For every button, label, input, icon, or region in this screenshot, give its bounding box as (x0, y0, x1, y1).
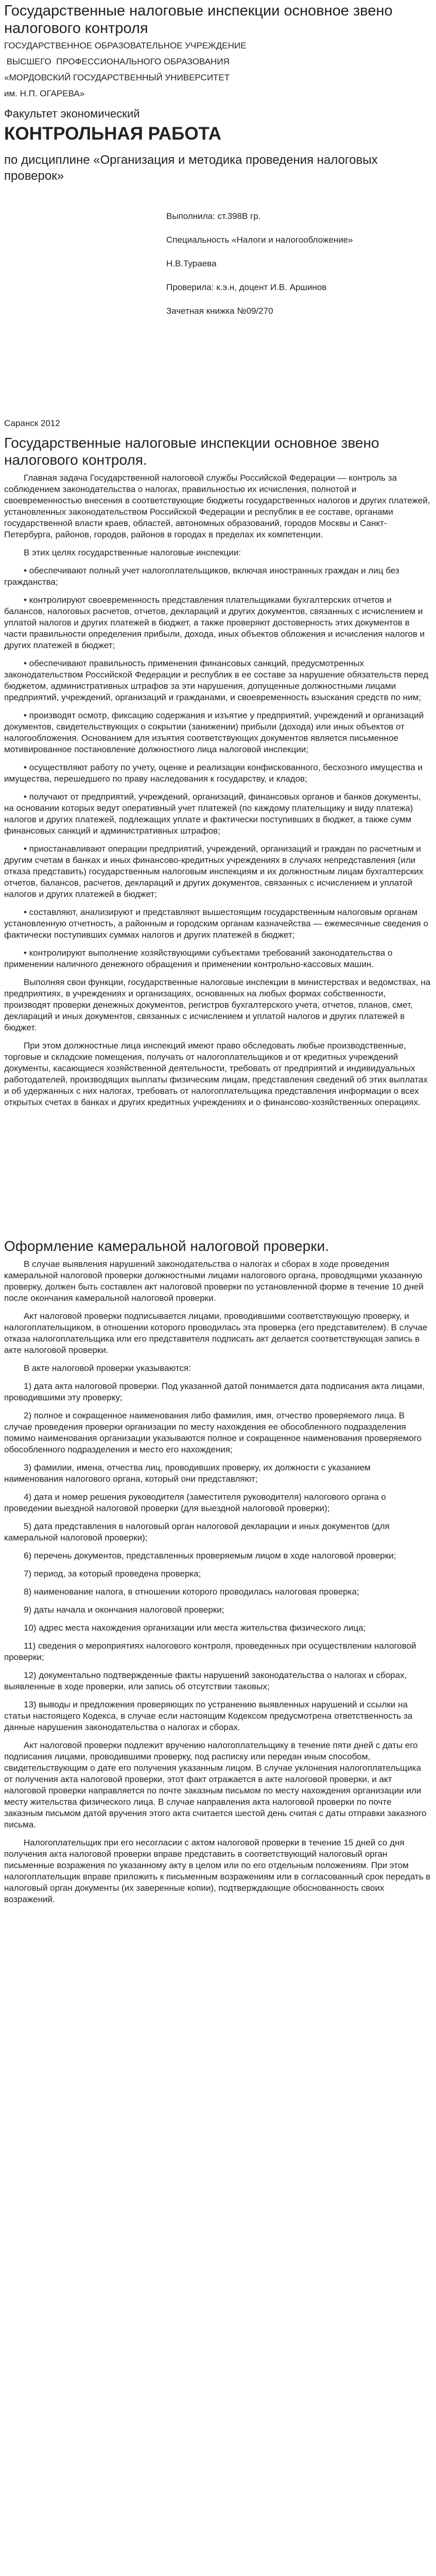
paragraph: В этих целях государственные налоговые инспекции: (24, 548, 241, 557)
paragraph: Акт налоговой проверки подписывается лицами, проводившими соответствующую проверку, и налогоплательщиком, в отношении которого проводилась эта проверка (его представителем). В случае отказа налогоплательщика или его представителя подписать акт делается соответствующая запись в акте налоговой проверки. (4, 1311, 428, 1355)
paragraph: Налогоплательщик при его несогласии с актом налоговой проверки в течение 15 дней со дня получения акта налоговой проверки вправе представить в соответствующий налоговый орган письменные возражения по указанному акту в целом или по его отдельным положениям. При этом налогоплательщик вправе приложить к письменным возражениям или в согласованный срок передать в налоговый орган документы (их заверенные копии), подтверждающие обоснованность своих возражений. (4, 1838, 431, 1904)
city-year: Саранск 2012 (4, 418, 60, 428)
list-item: 13) выводы и предложения проверяющих по устранению выявленных нарушений и ссылки на статьи настоящего Кодекса, в случае если настоящим Кодексом предусмотрена ответственность за данные нарушения законодательства о налогах и сборах. (4, 1700, 413, 1732)
list-item: 4) дата и номер решения руководителя (заместителя руководителя) налогового органа о проведении выездной налоговой проверки (для выездной налоговой проверки); (4, 1492, 386, 1513)
section-heading: Оформление камеральной налоговой проверки. (4, 1238, 329, 1254)
list-item: 7) период, за который проведена проверка; (24, 1569, 201, 1579)
paragraph: Выполняя свои функции, государственные налоговые инспекции в министерствах и ведомствах, на предприятиях, в учреждениях и организациях, основанных на любых формах собственности, производят проверки денежных документов, регистров бухгалтерского учета, отчетов, планов, смет, деклараций и иных документов, связанных с исчислением и уплатой налогов и других платежей в бюджет. (4, 977, 431, 1032)
paragraph: В случае выявления нарушений законодательства о налогах и сборах в ходе проведения камеральной налоговой проверки должностными лицами налогового органа, проводящими указанную проверку, должен быть составлен акт налоговой проверки по установленной форме в течение 10 дней после окончания камеральной налоговой проверки. (4, 1259, 424, 1303)
paragraph: Акт налоговой проверки подлежит вручению налогоплательщику в течение пяти дней с даты его подписания лицами, проводившими проверку, под расписку или передан иным способом, свидетельствующим о дате его получения указанным лицом. В случае уклонения налогоплательщика от получения акта налоговой проверки, этот факт отражается в акте налоговой проверки, и акт налоговой проверки направляется по почте заказным письмом по месту нахождения организации или месту жительства физического лица. В случае направления акта налоговой проверки по почте заказным письмом датой вручения этого акта считается шестой день считая с даты отправки заказного письма. (4, 1740, 427, 1829)
organization-line: им. Н.П. ОГАРЕВА» (4, 89, 85, 98)
list-item: 2) полное и сокращенное наименования либо фамилия, имя, отчество проверяемого лица. В случае проведения проверки организации по месту нахождения ее обособленного подразделения помимо наименования организации указываются полное и сокращенное наименования проверяемого обособленного подразделения и место его нахождения; (4, 1411, 422, 1454)
paragraph: • приостанавливают операции предприятий, учреждений, организаций и граждан по расчетным и другим счетам в банках и иных финансово-кредитных учреждениях в случаях непредставления (или отказа представить) государственным налоговым инспекциям и их должностным лицам бухгалтерских отчетов, балансов, расчетов, деклараций и других документов, связанных с исчислением и уплатой налогов и других платежей в бюджет; (4, 844, 424, 899)
section-body (4, 472, 432, 1108)
meta-line: Зачетная книжка №09/270 (166, 306, 273, 316)
list-item: 1) дата акта налоговой проверки. Под указанной датой понимается дата подписания акта лицами, проводившими эту проверку; (4, 1381, 425, 1402)
list-item: 12) документально подтвержденные факты нарушений законодательства о налогах и сборах, выявленные в ходе проверки, или запись об отсутствии таковых; (4, 1670, 407, 1691)
list-item: 11) сведения о мероприятиях налогового контроля, проведенных при осуществлении налоговой проверки; (4, 1641, 416, 1662)
discipline-name: по дисциплине «Организация и методика проведения налоговых проверок» (4, 153, 378, 183)
meta-line: Выполнила: ст.398В гр. (166, 211, 261, 221)
faculty-name: Факультет экономический (4, 107, 140, 120)
paragraph: • обеспечивают полный учет налогоплательщиков, включая иностранных граждан и лиц без гражданства; (4, 566, 399, 587)
organization-block (4, 40, 432, 99)
paragraph: • контролируют своевременность представления плательщиками бухгалтерских отчетов и балансов, налоговых расчетов, отчетов, деклараций и других документов, связанных с исчислением и уплатой налогов и других платежей в бюджет, а также проверяют достоверность этих документов в части правильности определения прибыли, дохода, иных объектов обложения и исчисления налогов и других платежей в бюджет; (4, 595, 425, 650)
list-item: 9) даты начала и окончания налоговой проверки; (24, 1605, 224, 1615)
paragraph: Главная задача Государственной налоговой службы Российской Федерации — контроль за соблюдением законодательства о налогах, правильностью их исчисления, полнотой и своевременностью внесения в соответствующие бюджеты государственных налогов и других платежей, установленных законодательством Российской Федерации и республик в ее составе, органами государственной власти краев, областей, автономных образований, городов Москвы и Санкт-Петербурга, районов, городов, районов в городах в пределах их компетенции. (4, 473, 430, 539)
list-item: 5) дата представления в налоговый орган налоговой декларации и иных документов (для камеральной налоговой проверки); (4, 1521, 390, 1543)
meta-line: Проверила: к.э.н, доцент И.В. Аршинов (166, 282, 327, 292)
meta-line: Н.В.Тураева (166, 259, 217, 268)
list-item: 6) перечень документов, представленных проверяемым лицом в ходе налоговой проверки; (24, 1551, 396, 1561)
organization-line: «МОРДОВСКИЙ ГОСУДАРСТВЕННЫЙ УНИВЕРСИТЕТ (4, 73, 230, 82)
list-item: 8) наименование налога, в отношении которого проводилась налоговая проверка; (24, 1587, 359, 1597)
page-break-space (4, 1115, 432, 1238)
section-heading: Государственные налоговые инспекции основное звено налогового контроля. (4, 435, 379, 468)
work-type-heading: КОНТРОЛЬНАЯ РАБОТА (4, 124, 221, 144)
paragraph: • осуществляют работу по учету, оценке и реализации конфискованного, бесхозного имущества и имущества, перешедшего по праву наследования к государству, и кладов; (4, 762, 423, 784)
paragraph: В акте налоговой проверки указываются: (24, 1363, 191, 1373)
paragraph: • составляют, анализируют и представляют вышестоящим государственным налоговым органам установленную отчетность, а районным и городским органам казначейства — ежемесячные сведения о фактически поступивших суммах налогов и других платежей в бюджет; (4, 907, 428, 940)
meta-line: Специальность «Налоги и налогообложение» (166, 235, 353, 245)
list-item: 10) адрес места нахождения организации или места жительства физического лица; (24, 1623, 366, 1633)
paragraph: • получают от предприятий, учреждений, организаций, финансовых органов и банков документы, на основании которых ведут оперативный учет платежей (по каждому плательщику и виду платежа) налогов и других платежей, подлежащих уплате и фактически поступивших в бюджет, а также сумм финансовых санкций и административных штрафов; (4, 792, 421, 836)
list-item: 3) фамилии, имена, отчества лиц, проводивших проверку, их должности с указанием наименования налогового органа, который они представляют; (4, 1463, 371, 1484)
organization-line: ГОСУДАРСТВЕННОЕ ОБРАЗОВАТЕЛЬНОЕ УЧРЕЖДЕНИЕ (4, 41, 247, 50)
paragraph: • контролируют выполнение хозяйствующими субъектами требований законодательства о применении наличного денежного обращения и применении контрольно-кассовых машин. (4, 948, 393, 969)
paragraph: При этом должностные лица инспекций имеют право обследовать любые производственные, торговые и складские помещения, получать от налогоплательщиков и от кредитных учреждений документы, касающиеся хозяйственной деятельности, требовать от предприятий и индивидуальных работодателей, производящих выплаты физическим лицам, представления сведений об этих выплатах и об удержанных с них налогах, требовать от налогоплательщика представления информации о всех открытых счетах в банках и других кредитных учреждениях и о финансово-хозяйственных операциях. (4, 1041, 428, 1107)
paragraph: • производят осмотр, фиксацию содержания и изъятие у предприятий, учреждений и организаций документов, свидетельствующих о сокрытии (занижении) прибыли (дохода) или иных объектов от налогообложения. Основанием для изъятия соответствующих документов является письменное мотивированное постановление должностного лица налоговой инспекции; (4, 710, 424, 754)
organization-line: ВЫСШЕГО ПРОФЕССИОНАЛЬНОГО ОБРАЗОВАНИЯ (4, 57, 230, 66)
section-body (4, 1259, 432, 1905)
document-title: Государственные налоговые инспекции основное звено налогового контроля (4, 3, 393, 37)
paragraph: • обеспечивают правильность применения финансовых санкций, предусмотренных законодательством Российской Федерации и республик в ее составе за нарушение обязательств перед бюджетом, административных штрафов за эти нарушения, допущенные должностными лицами предприятий, учреждений, организаций и гражданами, и своевременность взыскания средств по ним; (4, 658, 428, 702)
author-meta-block (166, 211, 432, 317)
